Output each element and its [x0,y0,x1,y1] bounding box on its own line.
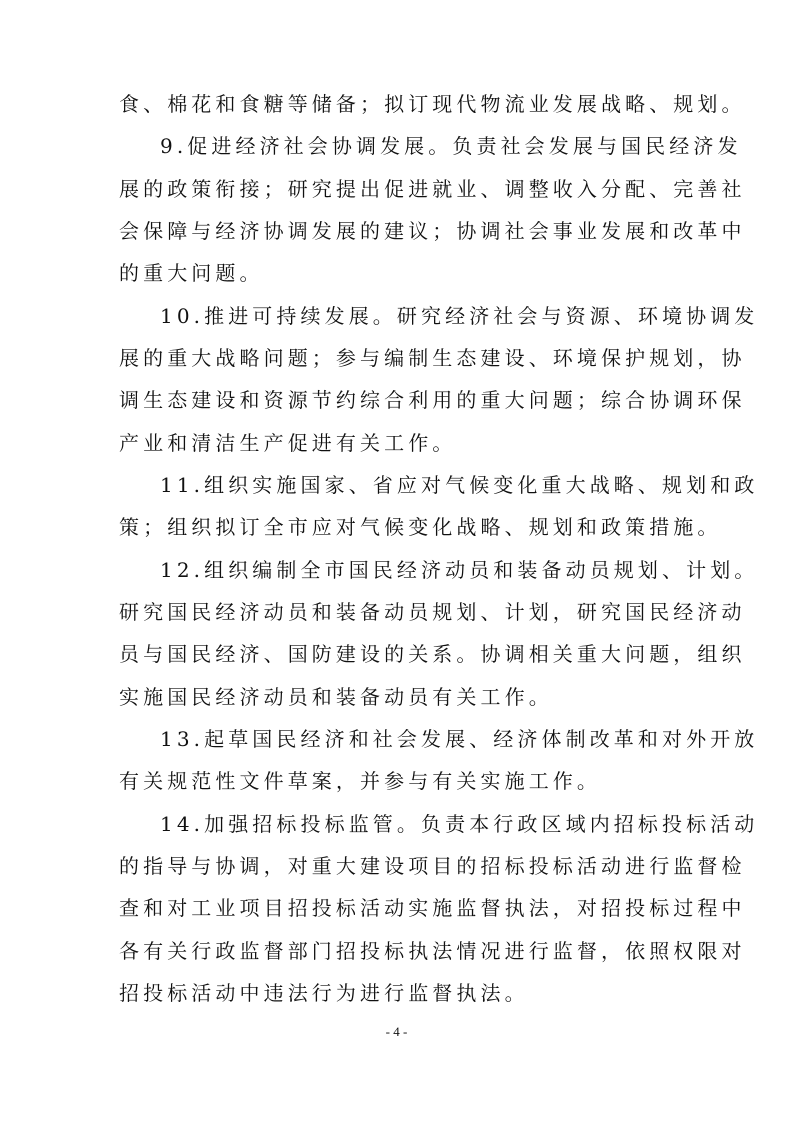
paragraph-12-start: 12.组织编制全市国民经济动员和装备动员规划、计划。 [160,558,759,582]
text-line: 员与国民经济、国防建设的关系。协调相关重大问题，组织 [119,642,746,666]
text-line: 产业和清洁生产促进有关工作。 [119,431,457,455]
text-line: 查和对工业项目招投标活动实施监督执法，对招投标过程中 [119,896,746,920]
paragraph-14-start: 14.加强招标投标监管。负责本行政区域内招标投标活动 [160,812,759,836]
text-line: 的指导与协调，对重大建设项目的招标投标活动进行监督检 [119,854,746,878]
text-line: 招投标活动中违法行为进行监督执法。 [119,981,529,1005]
text-line: 策；组织拟订全市应对气候变化战略、规划和政策措施。 [119,515,722,539]
text-line: 实施国民经济动员和装备动员有关工作。 [119,685,553,709]
paragraph-10-start: 10.推进可持续发展。研究经济社会与资源、环境协调发 [160,304,759,328]
text-line: 有关规范性文件草案，并参与有关实施工作。 [119,769,601,793]
text-line: 展的重大战略问题；参与编制生态建设、环境保护规划，协 [119,346,746,370]
text-line: 各有关行政监督部门招投标执法情况进行监督，依照权限对 [119,939,746,963]
text-line: 展的政策衔接；研究提出促进就业、调整收入分配、完善社 [119,177,746,201]
text-line: 研究国民经济动员和装备动员规划、计划，研究国民经济动 [119,600,746,624]
text-line: 的重大问题。 [119,261,264,285]
text-line: 食、棉花和食糖等储备；拟订现代物流业发展战略、规划。 [119,92,746,116]
page-number: - 4 - [385,1024,408,1039]
text-line: 调生态建设和资源节约综合利用的重大问题；综合协调环保 [119,388,746,412]
paragraph-11-start: 11.组织实施国家、省应对气候变化重大战略、规划和政 [160,473,759,497]
paragraph-9-start: 9.促进经济社会协调发展。负责社会发展与国民经济发 [160,134,742,158]
text-line: 会保障与经济协调发展的建议；协调社会事业发展和改革中 [119,219,746,243]
paragraph-13-start: 13.起草国民经济和社会发展、经济体制改革和对外开放 [160,727,759,751]
